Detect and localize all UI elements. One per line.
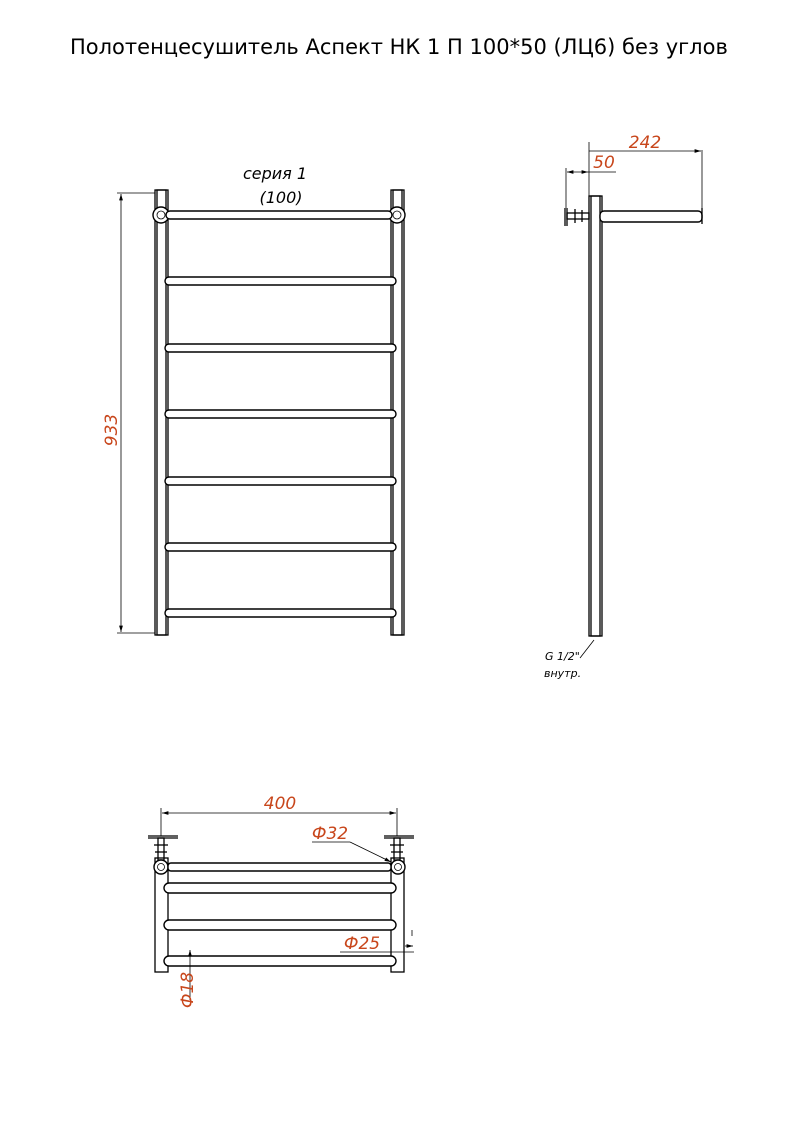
top-rung <box>164 920 396 930</box>
height-dimension: 933 <box>102 413 122 447</box>
top-right-upright <box>391 858 404 972</box>
pipe-diameter-leader <box>350 842 391 862</box>
thread-leader <box>580 640 594 658</box>
rung <box>165 543 396 551</box>
page-title: Полотенцесушитель Аспект НК 1 П 100*50 (ЛЦ6) без углов <box>70 35 728 59</box>
bar-diameter: Ф25 <box>343 934 381 954</box>
side-view <box>544 133 702 680</box>
rung <box>165 277 396 285</box>
series-value: (100) <box>259 188 303 207</box>
width-dimension: 400 <box>263 794 297 814</box>
thread-note: внутр. <box>544 667 582 680</box>
top-view <box>148 794 414 1008</box>
top-left-connection <box>154 860 168 874</box>
series-label: серия 1 <box>242 164 308 183</box>
pipe-diameter: Ф32 <box>311 824 349 844</box>
wall-bracket <box>567 213 589 219</box>
rung <box>165 344 396 352</box>
small-diameter: Ф18 <box>178 971 198 1009</box>
side-upright-inner <box>591 196 600 636</box>
rung <box>165 410 396 418</box>
rung <box>165 609 396 617</box>
bracket-left <box>158 838 164 860</box>
thread-label: G 1/2" <box>545 650 580 663</box>
top-bar <box>168 863 391 871</box>
depth-dimension: 242 <box>628 133 662 153</box>
top-rung <box>164 883 396 893</box>
side-bar <box>600 211 702 222</box>
offset-dimension: 50 <box>593 153 615 173</box>
bracket-right <box>394 838 400 860</box>
front-view <box>102 164 405 635</box>
rungs <box>165 277 396 617</box>
top-left-upright <box>155 858 168 972</box>
top-rung <box>166 211 392 219</box>
top-right-connection <box>391 860 405 874</box>
rung <box>165 477 396 485</box>
top-rung <box>164 956 396 966</box>
